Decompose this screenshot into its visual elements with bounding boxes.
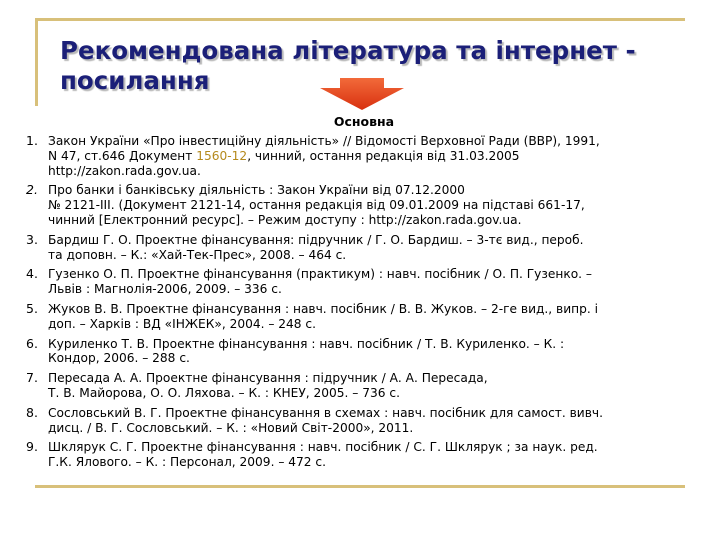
frame-left-border xyxy=(35,18,38,106)
reference-item xyxy=(26,267,696,297)
reference-line: № 2121-III. (Документ 2121-14, остання редакція від 09.01.2009 на підставі 661-17, xyxy=(48,198,585,213)
reference-number: 5. xyxy=(26,300,38,316)
reference-item xyxy=(26,233,696,263)
reference-line: Т. В. Майорова, О. О. Ляхова. – К. : КНЕУ, 2005. – 736 с. xyxy=(48,385,400,400)
reference-number: 8. xyxy=(26,404,38,420)
reference-item xyxy=(26,406,696,436)
down-arrow-icon xyxy=(320,78,404,110)
reference-text: N 47, ст.646 Документ xyxy=(48,148,197,163)
reference-item xyxy=(26,371,696,401)
reference-line: Бардиш Г. О. Проектне фінансування: підручник / Г. О. Бардиш. – 3-тє вид., пероб. xyxy=(48,232,584,247)
document-link[interactable]: 1560-12 xyxy=(196,148,248,163)
reference-number: 2. xyxy=(26,182,38,198)
reference-line: Львів : Магнолія-2006, 2009. – 336 с. xyxy=(48,282,282,297)
reference-line xyxy=(48,149,696,164)
reference-line: Гузенко О. П. Проектне фінансування (практикум) : навч. посібник / О. П. Гузенко. – xyxy=(48,267,593,282)
reference-number: 9. xyxy=(26,439,38,455)
reference-list xyxy=(26,134,696,475)
reference-line: дисц. / В. Г. Сословський. – К. : «Новий Світ-2000», 2011. xyxy=(48,420,414,435)
reference-line: чинний [Електронний ресурс]. – Режим доступу : http://zakon.rada.gov.ua. xyxy=(48,212,522,227)
reference-item xyxy=(26,183,696,227)
reference-number: 3. xyxy=(26,231,38,247)
reference-line: Пересада А. А. Проектне фінансування : підручник / А. А. Пересада, xyxy=(48,371,488,386)
reference-number: 7. xyxy=(26,370,38,386)
reference-line: Кондор, 2006. – 288 с. xyxy=(48,351,190,366)
reference-line: Шклярук С. Г. Проектне фінансування : навч. посібник / С. Г. Шклярук ; за наук. ред. xyxy=(48,440,598,455)
reference-item xyxy=(26,134,696,178)
reference-line: Сословський В. Г. Проектне фінансування в схемах : навч. посібник для самост. вивч. xyxy=(48,405,603,420)
reference-line: Г.К. Ялового. – К. : Персонал, 2009. – 472 с. xyxy=(48,455,326,470)
reference-number: 1. xyxy=(26,133,38,148)
reference-number: 4. xyxy=(26,266,38,282)
reference-text: , чинний, остання редакція від 31.03.2005 xyxy=(247,148,520,163)
frame-top-border xyxy=(35,18,685,21)
reference-line: Про банки і банківську діяльність : Закон України від 07.12.2000 xyxy=(48,183,465,198)
slide-title: Рекомендована література та інтернет - посилання xyxy=(60,36,636,95)
reference-line: та доповн. – К.: «Хай-Тек-Прес», 2008. – 464 с. xyxy=(48,247,347,262)
reference-line: Закон України «Про інвестиційну діяльність» // Відомості Верховної Ради (ВВР), 1991, xyxy=(48,134,600,148)
section-label-main: Основна xyxy=(333,114,395,129)
reference-item xyxy=(26,337,696,367)
reference-line: http://zakon.rada.gov.ua. xyxy=(48,163,201,178)
reference-item xyxy=(26,440,696,470)
reference-line: Жуков В. В. Проектне фінансування : навч. посібник / В. В. Жуков. – 2-ге вид., випр. і xyxy=(48,301,598,316)
reference-line: Куриленко Т. В. Проектне фінансування : навч. посібник / Т. В. Куриленко. – К. : xyxy=(48,336,565,351)
reference-item xyxy=(26,302,696,332)
reference-line: доп. – Харків : ВД «ІНЖЕК», 2004. – 248 с. xyxy=(48,316,317,331)
reference-number: 6. xyxy=(26,335,38,351)
frame-bottom-border xyxy=(35,485,685,488)
